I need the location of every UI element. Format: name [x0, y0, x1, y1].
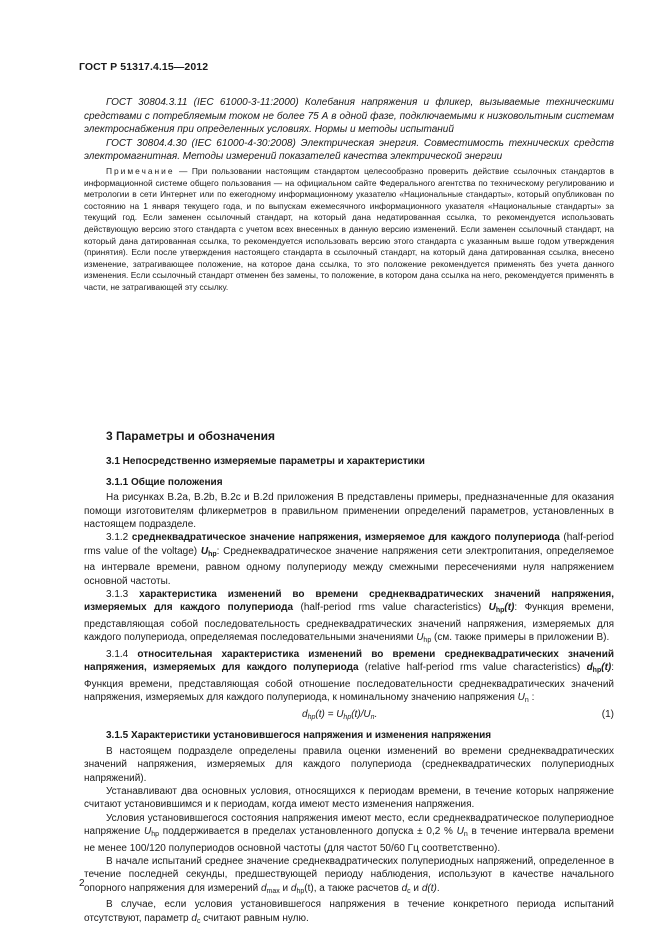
defined-term: характеристика изменений во времени среднеквадратических значений напряжения, измеряемых для каждого полупериода [84, 589, 614, 614]
clause-heading: 3.1.1 Общие положения [106, 476, 223, 488]
reference-item: ГОСТ 30804.4.30 (IEC 61000-4-30:2008) Электрическая энергия. Совместимость технических средств электромагнитная. Методы измерений показателей качества электрической энергии [84, 137, 614, 163]
definition-paragraph: 3.1.3 характеристика изменений во времени среднеквадратических значений напряжения, измеряемых для каждого полупериода (half-period rms value characteristics) $U_{hp}(t)$: Функция времени, представляющая собой последовательность среднеквадратических значений напряжения, измеряемых для каждого полупериода, определяемая последовательными значениями $U_{hp}$ (см. также примеры в приложении B). [84, 589, 614, 645]
main-content [84, 430, 614, 928]
note-text: — При пользовании настоящим стандартом целесообразно проверить действие ссылочных стандартов в информационной системе общего пользования — на официальном сайте Федерального агентства по техническому регулированию и метрологии в сети Интернет или по ежегодному информационному указателю «Национальные стандарты», который опубликован по состоянию на 1 января текущего года, и по выпускам ежемесячного информационного указателя «Национальные стандарты» за текущий год. Если заменен ссылочный стандарт, на который дана недатированная ссылка, то рекомендуется использовать действующую версию этого стандарта с учетом всех внесенных в данную версию изменений. Если заменен ссылочный стандарт, на который дана датированная ссылка, то рекомендуется использовать версию этого стандарта с указанным выше годом утверждения (принятия). Если после утверждения настоящего стандарта в ссылочный стандарт, на который дана датированная ссылка, внесено изменение, затрагивающее положение, на которое дана ссылка, то это положение рекомендуется применять без учета данного изменения. Если ссылочный стандарт отменен без замены, то положение, в котором дана ссылка на него, рекомендуется применять в части, не затрагивающей эту ссылку. [84, 166, 614, 292]
formula-expression: $d_{hp}(t) = U_{hp}(t)/U_n$. [302, 709, 378, 722]
note-block [84, 166, 614, 294]
definition-paragraph: 3.1.4 относительная характеристика изменений во времени среднеквадратических значений напряжения, измеряемых для каждого полупериода (relative half-period rms value characteristics) $d_{hp}(t)$: Функция времени, представляющая собой отношение последовательности среднеквадратических значений напряжения, измеряемых для каждого полупериода, к номинальному значению напряжения $U_n$ : [84, 648, 615, 704]
clause-paragraph: В случае, если условия установившегося напряжения в течение конкретного периода испытаний отсутствуют, параметр $d_c$ считают равным нулю. [84, 899, 614, 925]
reference-item: ГОСТ 30804.3.11 (IEC 61000-3-11:2000) Колебания напряжения и фликер, вызываемые техническими средствами с потребляемым током не более 75 А в одной фазе, подключаемыми к низковольтным системам электроснабжения при определенных условиях. Нормы и методы испытаний [84, 97, 614, 136]
page-number: 2 [79, 878, 85, 889]
clause-heading: 3.1.5 Характеристики установившегося напряжения и изменения напряжения [106, 730, 492, 742]
clause-paragraph: В начале испытаний среднее значение среднеквадратических полупериодных напряжений, определенное в течение последней секунды, предшествующей периоду наблюдения, используют в качестве начального опорного напряжения для измерений $d_{max}$ и $d_{hp}(t)$, а также расчетов $d_c$ и d(t). [84, 855, 614, 895]
standard-header: ГОСТ Р 51317.4.15—2012 [79, 61, 209, 73]
formula-number: (1) [601, 709, 614, 721]
normative-references [84, 96, 614, 164]
clause-paragraph: На рисунках B.2a, B.2b, B.2c и B.2d приложения B представлены примеры, предназначенные для оказания помощи изготовителям фликерметров в правильном применении определений параметров, установленных в настоящем подразделе. [84, 492, 614, 531]
note-label: Примечание [106, 166, 175, 176]
section-heading: 3 Параметры и обозначения [106, 429, 275, 443]
definition-paragraph: 3.1.2 среднеквадратическое значение напряжения, измеряемое для каждого полупериода (half-period rms value of the voltage) $U_{hp}$: Среднеквадратическое значение напряжения сети электропитания, определяемое на интервале времени, равном одному полупериоду между смежными пересечениями нуля напряжением основной частоты. [84, 532, 614, 587]
defined-term: относительная характеристика изменений во времени среднеквадратических значений напряжения, измеряемых для каждого полупериода [84, 648, 614, 674]
clause-paragraph: Устанавливают два основных условия, относящихся к периодам времени, в течение которых напряжение считают установившимся и к периодам, когда имеют место изменения напряжения. [84, 785, 614, 811]
defined-term: среднеквадратическое значение напряжения, измеряемое для каждого полупериода [131, 532, 560, 544]
clause-paragraph: Условия установившегося состояния напряжения имеют место, если среднеквадратическое полупериодное напряжение $U_{hp}$ поддерживается в пределах установленного допуска ± 0,2 % $U_n$ в течение интервала времени не менее 100/120 полупериодов основной частоты (для частот 50/60 Гц соответственно). [84, 812, 614, 854]
subsection-heading: 3.1 Непосредственно измеряемые параметры и характеристики [106, 456, 425, 468]
clause-paragraph: В настоящем подразделе определены правила оценки изменений во времени среднеквадратических значений напряжения, измеряемых для каждого полупериода (среднеквадратических полупериодных напряжений). [84, 745, 614, 784]
note-paragraph [84, 166, 614, 294]
formula [84, 707, 614, 723]
